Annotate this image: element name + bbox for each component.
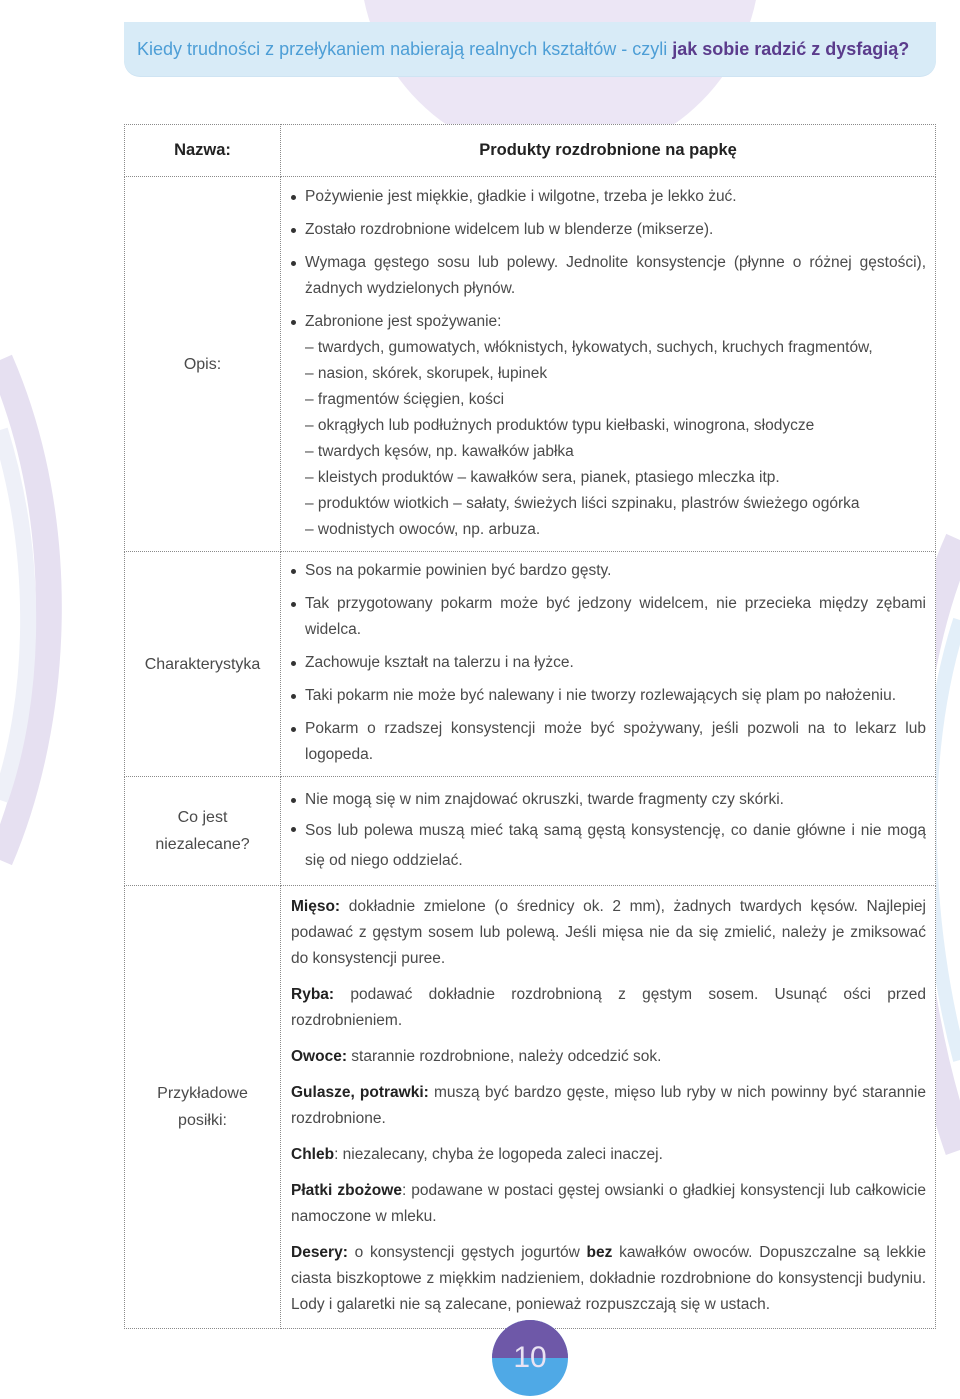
meal-item-label: Chleb — [291, 1146, 335, 1163]
meal-item — [291, 1178, 926, 1230]
list-item: Nie mogą się w nim znajdować okruszki, twarde fragmenty czy skórki. — [291, 787, 926, 813]
meal-item-text: dokładnie zmielone (o średnicy ok. 2 mm), żadnych twardych kęsów. Najlepiej podawać z gęstym sosem lub polewą. Jeśli mięsa nie da się zmielić, należy je zmiksować do konsystencji puree. — [291, 898, 926, 967]
meal-item-text: : podawane w postaci gęstej owsianki o gładkiej konsystencji lub całkowicie namoczone w mleku. — [291, 1182, 926, 1225]
content-posilki — [281, 886, 936, 1329]
meal-item-text: muszą być bardzo gęste, mięso lub ryby w nich powinny być starannie rozdrobnione. — [291, 1084, 927, 1127]
dash-item: – fragmentów ścięgien, kości — [305, 390, 505, 408]
label-posilki-line1: Przykładowe — [157, 1085, 248, 1102]
meal-item-label: Gulasze, potrawki: — [291, 1084, 429, 1101]
page-number: 10 — [513, 1341, 547, 1374]
list-item: Zostało rozdrobnione widelcem lub w blenderze (mikserze). — [291, 217, 926, 243]
dash-item: – kleistych produktów – kawałków sera, pianek, ptasiego mleczka itp. — [305, 468, 780, 486]
charakterystyka-list — [291, 558, 926, 768]
meal-item-label: Owoce: — [291, 1048, 347, 1065]
dash-item: – nasion, skórek, skorupek, łupinek — [305, 364, 548, 382]
meal-item-emphasis: bez — [586, 1244, 613, 1261]
list-item: Zachowuje kształt na talerzu i na łyżce. — [291, 650, 926, 676]
list-item: Sos na pokarmie powinien być bardzo gęsty. — [291, 558, 926, 584]
dash-item: – wodnistych owoców, np. arbuza. — [305, 520, 541, 538]
list-item: Sos lub polewa muszą mieć taką samą gęstą konsystencję, co danie główne i nie mogą się od niego oddzielać. — [291, 816, 926, 876]
list-item: Pokarm o rzadszej konsystencji może być spożywany, jeśli pozwoli na to lekarz lub logopeda. — [291, 716, 926, 768]
meal-item-label: Ryba: — [291, 986, 335, 1003]
row-opis — [125, 177, 936, 552]
list-item: Pożywienie jest miękkie, gładkie i wilgotne, trzeba je lekko żuć. — [291, 184, 926, 210]
meal-item — [291, 1044, 926, 1070]
meal-item-text: o konsystencji gęstych jogurtów — [347, 1244, 587, 1261]
content-charakterystyka — [281, 552, 936, 777]
dash-item: – produktów wiotkich – sałaty, świeżych liści szpinaku, plastrów świeżego ogórka — [305, 494, 860, 512]
row-niezalecane — [125, 777, 936, 886]
meal-item — [291, 1142, 926, 1168]
list-item: Taki pokarm nie może być nalewany i nie tworzy rozlewających się plam po nałożeniu. — [291, 683, 926, 709]
meal-item-desery — [291, 1240, 926, 1318]
row-charakterystyka — [125, 552, 936, 777]
row-posilki — [125, 886, 936, 1329]
meal-item-text: starannie rozdrobnione, należy odcedzić sok. — [346, 1048, 662, 1065]
list-item: Wymaga gęstego sosu lub polewy. Jednolite konsystencje (płynne o różnej gęstości), żadnych wydzielonych płynów. — [291, 250, 926, 302]
header-title-prefix: Kiedy trudności z przełykaniem nabierają realnych kształtów - czyli — [137, 39, 673, 59]
dash-item: – okrągłych lub podłużnych produktów typu kiełbaski, winogrona, słodycze — [305, 416, 815, 434]
niezalecane-list — [291, 787, 926, 876]
diet-table — [124, 124, 936, 1329]
list-item: Tak przygotowany pokarm może być jedzony widelcem, nie przecieka między zębami widelca. — [291, 591, 926, 643]
content-niezalecane — [281, 777, 936, 886]
opis-list — [291, 184, 926, 335]
header-title-bold: jak sobie radzić z dysfagią? — [672, 39, 910, 59]
header-banner — [124, 22, 936, 76]
dash-item: – twardych kęsów, np. kawałków jabłka — [305, 442, 574, 460]
meal-item — [291, 1080, 926, 1132]
meal-item — [291, 982, 926, 1034]
meal-item — [291, 894, 926, 972]
header-value-cell: Produkty rozdrobnione na papkę — [281, 125, 936, 177]
dash-item: – twardych, gumowatych, włóknistych, łykowatych, suchych, kruchych fragmentów, — [305, 338, 873, 356]
label-charakterystyka: Charakterystyka — [125, 552, 281, 777]
meal-item-text: kawałków owoców. Dopuszczalne są lekkie ciasta biszkoptowe z miękkim nadzieniem, dokładnie rozdrobnione do konsystencji budyniu. Lody i galaretki nie są zalecane, ponieważ rozpuszczają się w ustach. — [291, 1244, 926, 1313]
meal-item-label: Desery: — [291, 1244, 348, 1261]
label-opis: Opis: — [125, 177, 281, 552]
header-label-cell: Nazwa: — [125, 125, 281, 177]
list-item: Zabronione jest spożywanie: — [291, 309, 926, 335]
label-niezalecane-line2: niezalecane? — [155, 836, 250, 853]
table-header-row — [125, 125, 936, 177]
meal-item-label: Mięso: — [291, 898, 341, 915]
label-niezalecane — [125, 777, 281, 886]
page-number-badge — [492, 1320, 568, 1396]
label-posilki — [125, 886, 281, 1329]
header-title — [137, 39, 909, 60]
meal-item-label: Płatki zbożowe — [291, 1182, 402, 1199]
label-niezalecane-line1: Co jest — [177, 809, 228, 826]
meal-item-text: : niezalecany, chyba że logopeda zaleci inaczej. — [334, 1146, 663, 1163]
label-posilki-line2: posiłki: — [178, 1112, 227, 1129]
meal-item-text: podawać dokładnie rozdrobnioną z gęstym sosem. Usunąć ości przed rozdrobnieniem. — [291, 986, 926, 1029]
content-opis — [281, 177, 936, 552]
